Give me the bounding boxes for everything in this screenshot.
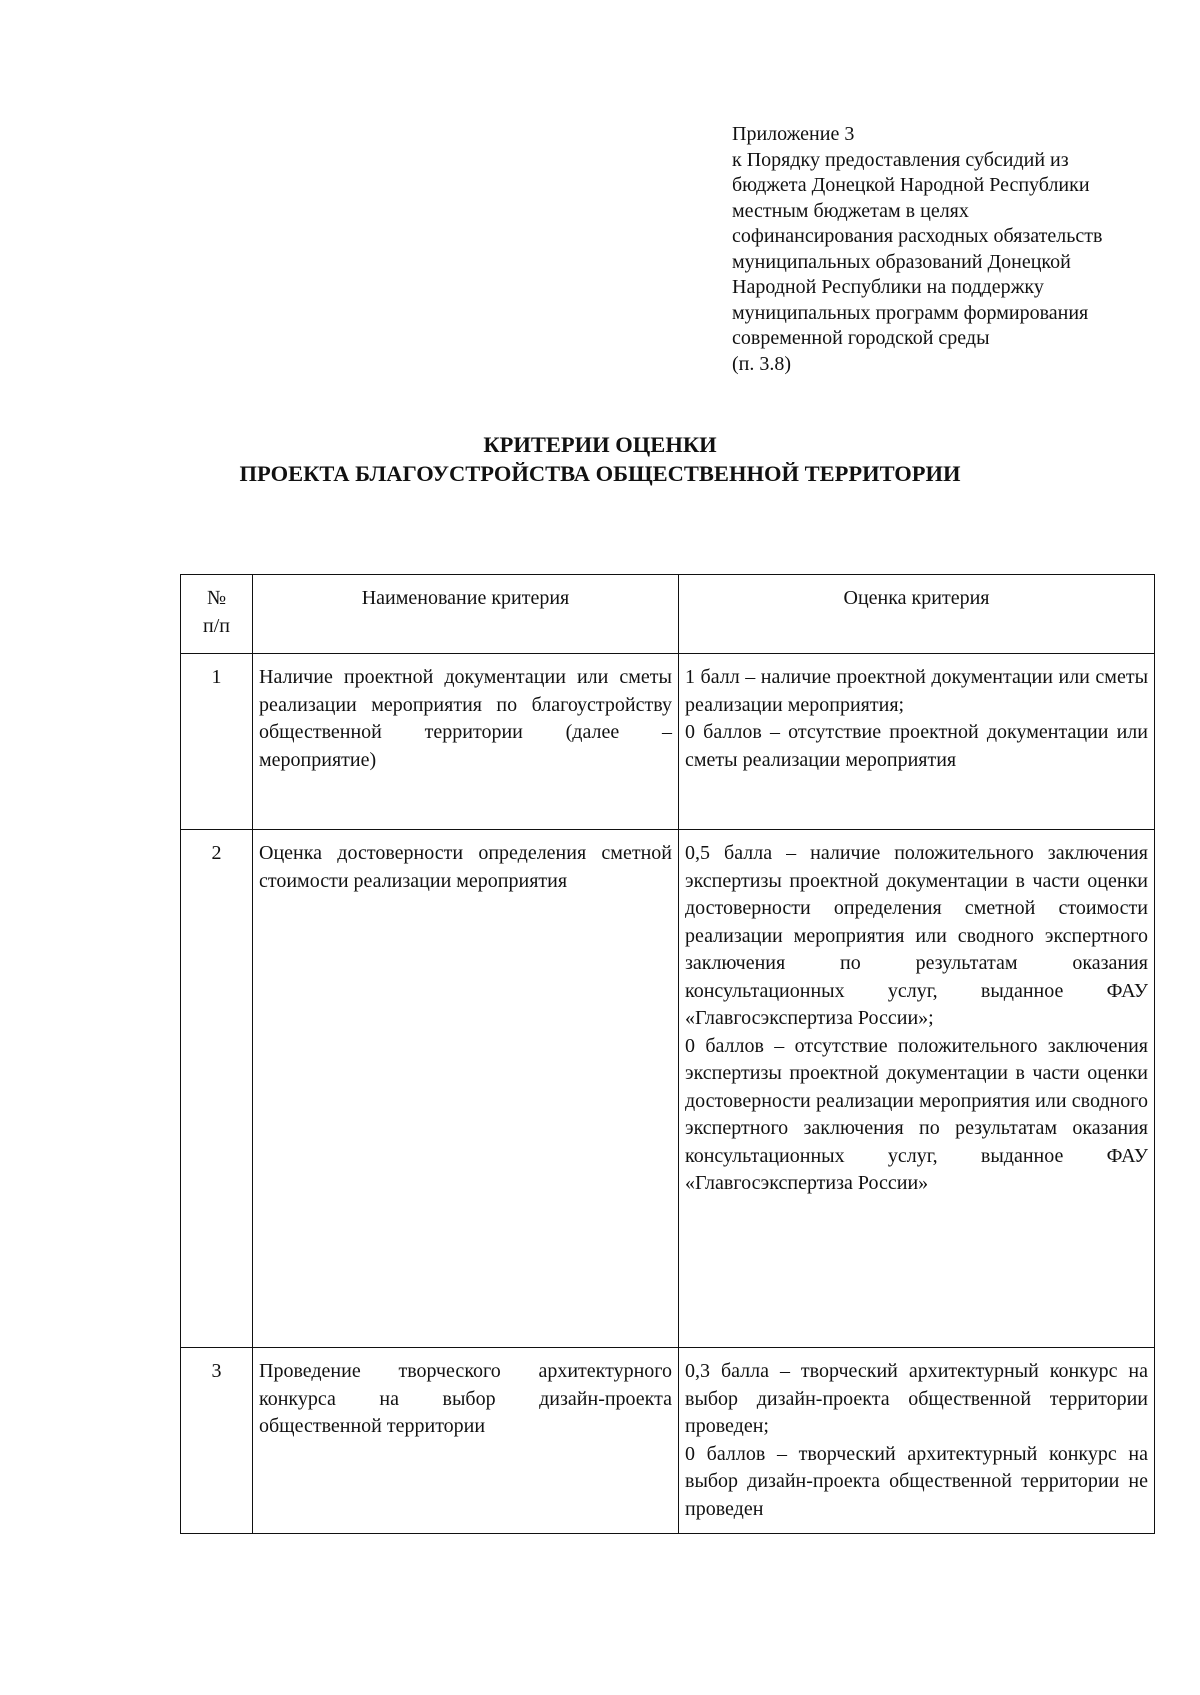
- score-option: 0,5 балла – наличие положительного заключения экспертизы проектной документации в части оценки достоверности определения сметной стоимости реализации мероприятия или сводного экспертного заключения по результатам оказания консультационных услуг, выданное ФАУ «Главгосэкспертиза России»;: [685, 842, 1148, 1029]
- row-number: 1: [181, 654, 253, 830]
- table-header-row: [181, 575, 1155, 654]
- appendix-line: Приложение 3: [732, 123, 855, 145]
- header-criterion-score: Оценка критерия: [679, 575, 1155, 654]
- criterion-score: [679, 1348, 1155, 1534]
- header-number-abbr: п/п: [203, 614, 230, 637]
- row-number: 3: [181, 1348, 253, 1534]
- criterion-score: [679, 830, 1155, 1348]
- appendix-block: [732, 122, 1152, 377]
- score-option: 0 баллов – отсутствие проектной документации или сметы реализации мероприятия: [685, 721, 1148, 771]
- score-option: 0 баллов – отсутствие положительного заключения экспертизы проектной документации в части оценки достоверности реализации мероприятия или сводного экспертного заключения по результатам оказания консультационных услуг, выданное ФАУ «Главгосэкспертиза России»: [685, 1034, 1148, 1194]
- appendix-line: муниципальных программ формирования: [732, 301, 1089, 324]
- score-option: 1 балл – наличие проектной документации или сметы реализации мероприятия;: [685, 666, 1148, 716]
- table-row: [181, 830, 1155, 1348]
- criterion-name: Проведение творческого архитектурного конкурса на выбор дизайн-проекта общественной территории: [253, 1348, 679, 1534]
- appendix-line: муниципальных образований Донецкой: [732, 250, 1071, 273]
- appendix-line: софинансирования расходных обязательств: [732, 225, 1103, 247]
- appendix-line: Народной Республики на поддержку: [732, 276, 1044, 298]
- appendix-line: бюджета Донецкой Народной Республики: [732, 174, 1090, 196]
- header-number-sign: №: [206, 587, 227, 609]
- header-criterion-name: Наименование критерия: [253, 575, 679, 654]
- appendix-line: к Порядку предоставления субсидий из: [732, 148, 1069, 171]
- appendix-line: (п. 3.8): [732, 352, 792, 375]
- document-title: [0, 430, 1200, 488]
- appendix-line: современной городской среды: [732, 327, 990, 349]
- table-row: [181, 654, 1155, 830]
- score-option: 0,3 балла – творческий архитектурный конкурс на выбор дизайн-проекта общественной территории проведен;: [685, 1360, 1148, 1437]
- criterion-score: [679, 654, 1155, 830]
- title-line-2: ПРОЕКТА БЛАГОУСТРОЙСТВА ОБЩЕСТВЕННОЙ ТЕРРИТОРИИ: [239, 461, 961, 486]
- appendix-line: местным бюджетам в целях: [732, 199, 969, 222]
- title-line-1: КРИТЕРИИ ОЦЕНКИ: [483, 432, 717, 457]
- header-number: [181, 575, 253, 654]
- criterion-name: Наличие проектной документации или сметы реализации мероприятия по благоустройству общественной территории (далее – мероприятие): [253, 654, 679, 830]
- row-number: 2: [181, 830, 253, 1348]
- score-option: 0 баллов – творческий архитектурный конкурс на выбор дизайн-проекта общественной территории не проведен: [685, 1442, 1148, 1520]
- criteria-table: [180, 574, 1155, 1534]
- table-row: [181, 1348, 1155, 1534]
- criterion-name: Оценка достоверности определения сметной стоимости реализации мероприятия: [253, 830, 679, 1348]
